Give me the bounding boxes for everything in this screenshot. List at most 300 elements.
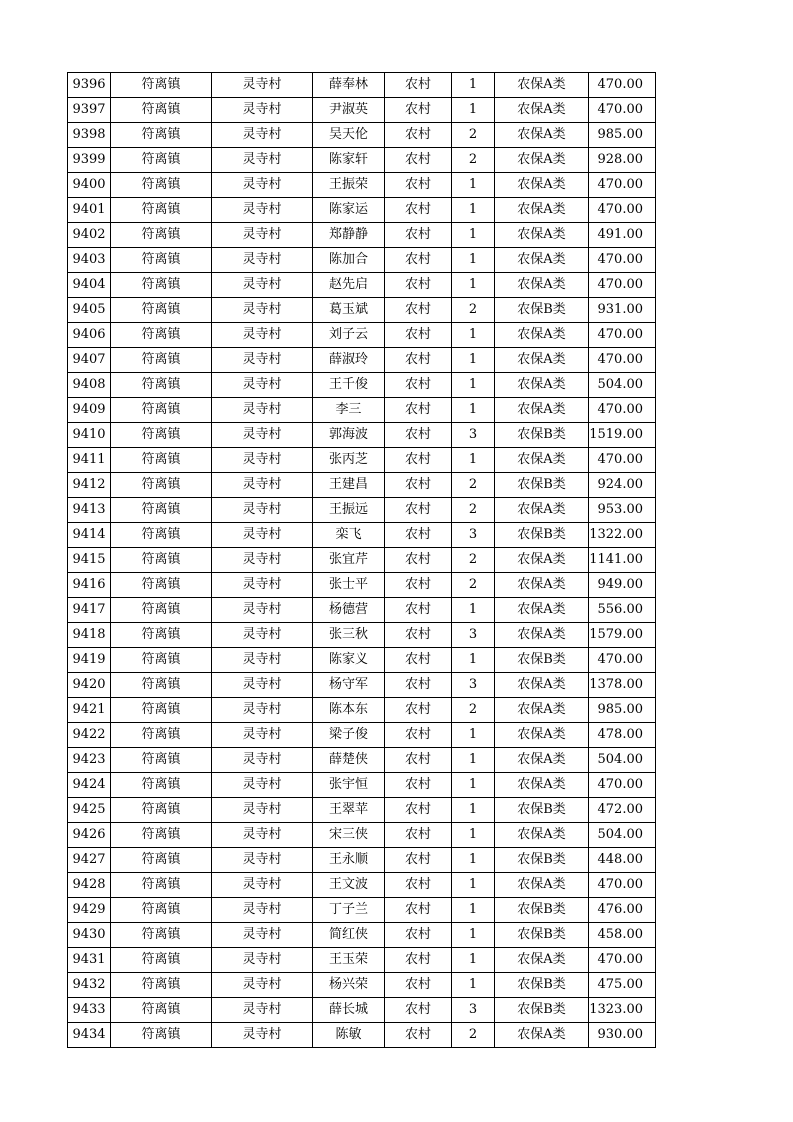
amount-cell: 470.00 xyxy=(589,773,656,798)
village-cell: 灵寺村 xyxy=(212,923,313,948)
category-cell: 农保A类 xyxy=(495,1023,589,1048)
area-type-cell: 农村 xyxy=(385,773,452,798)
town-cell: 符离镇 xyxy=(111,898,212,923)
household-size-cell: 2 xyxy=(452,698,495,723)
table-row xyxy=(68,923,656,948)
amount-cell: 1323.00 xyxy=(589,998,656,1023)
village-cell: 灵寺村 xyxy=(212,198,313,223)
town-cell: 符离镇 xyxy=(111,148,212,173)
area-type-cell: 农村 xyxy=(385,1023,452,1048)
table-row xyxy=(68,723,656,748)
name-cell: 郭海波 xyxy=(313,423,385,448)
amount-cell: 470.00 xyxy=(589,448,656,473)
amount-cell: 470.00 xyxy=(589,323,656,348)
village-cell: 灵寺村 xyxy=(212,723,313,748)
area-type-cell: 农村 xyxy=(385,398,452,423)
name-cell: 王玉荣 xyxy=(313,948,385,973)
amount-cell: 470.00 xyxy=(589,173,656,198)
category-cell: 农保A类 xyxy=(495,773,589,798)
town-cell: 符离镇 xyxy=(111,598,212,623)
village-cell: 灵寺村 xyxy=(212,148,313,173)
record-no-cell: 9405 xyxy=(68,298,111,323)
household-size-cell: 1 xyxy=(452,948,495,973)
area-type-cell: 农村 xyxy=(385,598,452,623)
village-cell: 灵寺村 xyxy=(212,473,313,498)
town-cell: 符离镇 xyxy=(111,73,212,98)
category-cell: 农保A类 xyxy=(495,873,589,898)
village-cell: 灵寺村 xyxy=(212,698,313,723)
name-cell: 陈家运 xyxy=(313,198,385,223)
amount-cell: 1322.00 xyxy=(589,523,656,548)
town-cell: 符离镇 xyxy=(111,748,212,773)
record-no-cell: 9428 xyxy=(68,873,111,898)
category-cell: 农保A类 xyxy=(495,673,589,698)
record-no-cell: 9425 xyxy=(68,798,111,823)
table-row xyxy=(68,673,656,698)
category-cell: 农保A类 xyxy=(495,398,589,423)
amount-cell: 470.00 xyxy=(589,248,656,273)
town-cell: 符离镇 xyxy=(111,648,212,673)
area-type-cell: 农村 xyxy=(385,673,452,698)
amount-cell: 470.00 xyxy=(589,348,656,373)
village-cell: 灵寺村 xyxy=(212,373,313,398)
category-cell: 农保B类 xyxy=(495,798,589,823)
household-size-cell: 1 xyxy=(452,73,495,98)
household-size-cell: 1 xyxy=(452,373,495,398)
table-row xyxy=(68,898,656,923)
category-cell: 农保B类 xyxy=(495,298,589,323)
name-cell: 陈家义 xyxy=(313,648,385,673)
amount-cell: 470.00 xyxy=(589,398,656,423)
name-cell: 王振远 xyxy=(313,498,385,523)
household-size-cell: 2 xyxy=(452,148,495,173)
records-table xyxy=(67,72,656,1048)
amount-cell: 478.00 xyxy=(589,723,656,748)
category-cell: 农保A类 xyxy=(495,223,589,248)
village-cell: 灵寺村 xyxy=(212,448,313,473)
category-cell: 农保A类 xyxy=(495,123,589,148)
area-type-cell: 农村 xyxy=(385,423,452,448)
table-row xyxy=(68,473,656,498)
table-row xyxy=(68,223,656,248)
record-no-cell: 9429 xyxy=(68,898,111,923)
table-row xyxy=(68,523,656,548)
area-type-cell: 农村 xyxy=(385,573,452,598)
record-no-cell: 9404 xyxy=(68,273,111,298)
town-cell: 符离镇 xyxy=(111,173,212,198)
area-type-cell: 农村 xyxy=(385,73,452,98)
record-no-cell: 9397 xyxy=(68,98,111,123)
record-no-cell: 9406 xyxy=(68,323,111,348)
area-type-cell: 农村 xyxy=(385,298,452,323)
record-no-cell: 9411 xyxy=(68,448,111,473)
area-type-cell: 农村 xyxy=(385,448,452,473)
town-cell: 符离镇 xyxy=(111,673,212,698)
household-size-cell: 1 xyxy=(452,798,495,823)
village-cell: 灵寺村 xyxy=(212,998,313,1023)
name-cell: 薛淑玲 xyxy=(313,348,385,373)
category-cell: 农保B类 xyxy=(495,923,589,948)
amount-cell: 491.00 xyxy=(589,223,656,248)
name-cell: 刘子云 xyxy=(313,323,385,348)
category-cell: 农保A类 xyxy=(495,273,589,298)
record-no-cell: 9408 xyxy=(68,373,111,398)
name-cell: 尹淑英 xyxy=(313,98,385,123)
name-cell: 杨守军 xyxy=(313,673,385,698)
name-cell: 宋三侠 xyxy=(313,823,385,848)
category-cell: 农保A类 xyxy=(495,723,589,748)
table-row xyxy=(68,748,656,773)
record-no-cell: 9422 xyxy=(68,723,111,748)
table-row xyxy=(68,573,656,598)
record-no-cell: 9424 xyxy=(68,773,111,798)
record-no-cell: 9427 xyxy=(68,848,111,873)
household-size-cell: 3 xyxy=(452,998,495,1023)
area-type-cell: 农村 xyxy=(385,198,452,223)
area-type-cell: 农村 xyxy=(385,898,452,923)
name-cell: 丁子兰 xyxy=(313,898,385,923)
record-no-cell: 9417 xyxy=(68,598,111,623)
category-cell: 农保A类 xyxy=(495,148,589,173)
area-type-cell: 农村 xyxy=(385,348,452,373)
amount-cell: 472.00 xyxy=(589,798,656,823)
town-cell: 符离镇 xyxy=(111,998,212,1023)
table-row xyxy=(68,548,656,573)
amount-cell: 476.00 xyxy=(589,898,656,923)
village-cell: 灵寺村 xyxy=(212,123,313,148)
name-cell: 薛楚侠 xyxy=(313,748,385,773)
town-cell: 符离镇 xyxy=(111,698,212,723)
village-cell: 灵寺村 xyxy=(212,773,313,798)
town-cell: 符离镇 xyxy=(111,223,212,248)
record-no-cell: 9412 xyxy=(68,473,111,498)
table-row xyxy=(68,273,656,298)
village-cell: 灵寺村 xyxy=(212,598,313,623)
record-no-cell: 9419 xyxy=(68,648,111,673)
amount-cell: 504.00 xyxy=(589,748,656,773)
area-type-cell: 农村 xyxy=(385,873,452,898)
household-size-cell: 2 xyxy=(452,498,495,523)
name-cell: 张士平 xyxy=(313,573,385,598)
table-row xyxy=(68,698,656,723)
name-cell: 张三秋 xyxy=(313,623,385,648)
household-size-cell: 1 xyxy=(452,873,495,898)
table-row xyxy=(68,373,656,398)
table-row xyxy=(68,1023,656,1048)
amount-cell: 930.00 xyxy=(589,1023,656,1048)
town-cell: 符离镇 xyxy=(111,273,212,298)
table-row xyxy=(68,148,656,173)
household-size-cell: 1 xyxy=(452,248,495,273)
category-cell: 农保B类 xyxy=(495,473,589,498)
record-no-cell: 9407 xyxy=(68,348,111,373)
name-cell: 杨兴荣 xyxy=(313,973,385,998)
table-row xyxy=(68,848,656,873)
village-cell: 灵寺村 xyxy=(212,823,313,848)
village-cell: 灵寺村 xyxy=(212,173,313,198)
record-no-cell: 9413 xyxy=(68,498,111,523)
table-row xyxy=(68,198,656,223)
area-type-cell: 农村 xyxy=(385,998,452,1023)
household-size-cell: 1 xyxy=(452,823,495,848)
record-no-cell: 9401 xyxy=(68,198,111,223)
town-cell: 符离镇 xyxy=(111,448,212,473)
table-row xyxy=(68,823,656,848)
name-cell: 梁子俊 xyxy=(313,723,385,748)
area-type-cell: 农村 xyxy=(385,548,452,573)
record-no-cell: 9402 xyxy=(68,223,111,248)
category-cell: 农保A类 xyxy=(495,623,589,648)
category-cell: 农保A类 xyxy=(495,598,589,623)
name-cell: 葛玉斌 xyxy=(313,298,385,323)
amount-cell: 470.00 xyxy=(589,73,656,98)
category-cell: 农保A类 xyxy=(495,73,589,98)
area-type-cell: 农村 xyxy=(385,798,452,823)
category-cell: 农保A类 xyxy=(495,498,589,523)
town-cell: 符离镇 xyxy=(111,348,212,373)
name-cell: 陈加合 xyxy=(313,248,385,273)
table-row xyxy=(68,498,656,523)
name-cell: 王振荣 xyxy=(313,173,385,198)
household-size-cell: 1 xyxy=(452,773,495,798)
village-cell: 灵寺村 xyxy=(212,798,313,823)
record-no-cell: 9400 xyxy=(68,173,111,198)
table-row xyxy=(68,348,656,373)
record-no-cell: 9434 xyxy=(68,1023,111,1048)
town-cell: 符离镇 xyxy=(111,548,212,573)
amount-cell: 556.00 xyxy=(589,598,656,623)
record-no-cell: 9421 xyxy=(68,698,111,723)
name-cell: 薛长城 xyxy=(313,998,385,1023)
amount-cell: 470.00 xyxy=(589,948,656,973)
table-row xyxy=(68,248,656,273)
area-type-cell: 农村 xyxy=(385,748,452,773)
area-type-cell: 农村 xyxy=(385,98,452,123)
village-cell: 灵寺村 xyxy=(212,423,313,448)
table-row xyxy=(68,948,656,973)
village-cell: 灵寺村 xyxy=(212,98,313,123)
area-type-cell: 农村 xyxy=(385,648,452,673)
name-cell: 陈敏 xyxy=(313,1023,385,1048)
village-cell: 灵寺村 xyxy=(212,298,313,323)
village-cell: 灵寺村 xyxy=(212,648,313,673)
record-no-cell: 9410 xyxy=(68,423,111,448)
village-cell: 灵寺村 xyxy=(212,348,313,373)
town-cell: 符离镇 xyxy=(111,123,212,148)
name-cell: 张宜芹 xyxy=(313,548,385,573)
category-cell: 农保A类 xyxy=(495,98,589,123)
household-size-cell: 1 xyxy=(452,848,495,873)
record-no-cell: 9430 xyxy=(68,923,111,948)
area-type-cell: 农村 xyxy=(385,248,452,273)
name-cell: 郑静静 xyxy=(313,223,385,248)
village-cell: 灵寺村 xyxy=(212,623,313,648)
area-type-cell: 农村 xyxy=(385,723,452,748)
amount-cell: 953.00 xyxy=(589,498,656,523)
record-no-cell: 9398 xyxy=(68,123,111,148)
category-cell: 农保A类 xyxy=(495,698,589,723)
area-type-cell: 农村 xyxy=(385,173,452,198)
record-no-cell: 9415 xyxy=(68,548,111,573)
town-cell: 符离镇 xyxy=(111,573,212,598)
category-cell: 农保A类 xyxy=(495,348,589,373)
amount-cell: 1141.00 xyxy=(589,548,656,573)
name-cell: 王翠苹 xyxy=(313,798,385,823)
category-cell: 农保B类 xyxy=(495,898,589,923)
village-cell: 灵寺村 xyxy=(212,873,313,898)
area-type-cell: 农村 xyxy=(385,223,452,248)
name-cell: 王千俊 xyxy=(313,373,385,398)
town-cell: 符离镇 xyxy=(111,873,212,898)
village-cell: 灵寺村 xyxy=(212,323,313,348)
table-row xyxy=(68,798,656,823)
category-cell: 农保B类 xyxy=(495,973,589,998)
category-cell: 农保A类 xyxy=(495,748,589,773)
table-row xyxy=(68,123,656,148)
amount-cell: 470.00 xyxy=(589,198,656,223)
category-cell: 农保B类 xyxy=(495,998,589,1023)
town-cell: 符离镇 xyxy=(111,198,212,223)
village-cell: 灵寺村 xyxy=(212,848,313,873)
record-no-cell: 9420 xyxy=(68,673,111,698)
category-cell: 农保A类 xyxy=(495,823,589,848)
area-type-cell: 农村 xyxy=(385,973,452,998)
town-cell: 符离镇 xyxy=(111,523,212,548)
village-cell: 灵寺村 xyxy=(212,573,313,598)
table-row xyxy=(68,298,656,323)
area-type-cell: 农村 xyxy=(385,498,452,523)
amount-cell: 504.00 xyxy=(589,823,656,848)
name-cell: 张丙芝 xyxy=(313,448,385,473)
record-no-cell: 9403 xyxy=(68,248,111,273)
area-type-cell: 农村 xyxy=(385,273,452,298)
household-size-cell: 3 xyxy=(452,423,495,448)
town-cell: 符离镇 xyxy=(111,798,212,823)
name-cell: 陈家轩 xyxy=(313,148,385,173)
table-row xyxy=(68,448,656,473)
household-size-cell: 1 xyxy=(452,323,495,348)
area-type-cell: 农村 xyxy=(385,923,452,948)
village-cell: 灵寺村 xyxy=(212,548,313,573)
table-row xyxy=(68,173,656,198)
amount-cell: 985.00 xyxy=(589,698,656,723)
table-row xyxy=(68,598,656,623)
village-cell: 灵寺村 xyxy=(212,248,313,273)
household-size-cell: 1 xyxy=(452,648,495,673)
town-cell: 符离镇 xyxy=(111,1023,212,1048)
household-size-cell: 1 xyxy=(452,923,495,948)
household-size-cell: 1 xyxy=(452,398,495,423)
household-size-cell: 1 xyxy=(452,898,495,923)
category-cell: 农保A类 xyxy=(495,573,589,598)
area-type-cell: 农村 xyxy=(385,373,452,398)
village-cell: 灵寺村 xyxy=(212,273,313,298)
village-cell: 灵寺村 xyxy=(212,673,313,698)
area-type-cell: 农村 xyxy=(385,523,452,548)
household-size-cell: 2 xyxy=(452,548,495,573)
table-row xyxy=(68,623,656,648)
amount-cell: 1378.00 xyxy=(589,673,656,698)
record-no-cell: 9433 xyxy=(68,998,111,1023)
area-type-cell: 农村 xyxy=(385,623,452,648)
household-size-cell: 2 xyxy=(452,298,495,323)
name-cell: 薛奉林 xyxy=(313,73,385,98)
household-size-cell: 1 xyxy=(452,973,495,998)
category-cell: 农保A类 xyxy=(495,448,589,473)
amount-cell: 1519.00 xyxy=(589,423,656,448)
amount-cell: 924.00 xyxy=(589,473,656,498)
area-type-cell: 农村 xyxy=(385,473,452,498)
household-size-cell: 1 xyxy=(452,448,495,473)
amount-cell: 448.00 xyxy=(589,848,656,873)
village-cell: 灵寺村 xyxy=(212,748,313,773)
record-no-cell: 9431 xyxy=(68,948,111,973)
table-row xyxy=(68,423,656,448)
village-cell: 灵寺村 xyxy=(212,948,313,973)
area-type-cell: 农村 xyxy=(385,948,452,973)
household-size-cell: 2 xyxy=(452,573,495,598)
record-no-cell: 9396 xyxy=(68,73,111,98)
record-no-cell: 9399 xyxy=(68,148,111,173)
name-cell: 栾飞 xyxy=(313,523,385,548)
name-cell: 陈本东 xyxy=(313,698,385,723)
amount-cell: 470.00 xyxy=(589,98,656,123)
name-cell: 赵先启 xyxy=(313,273,385,298)
town-cell: 符离镇 xyxy=(111,398,212,423)
amount-cell: 504.00 xyxy=(589,373,656,398)
name-cell: 李三 xyxy=(313,398,385,423)
amount-cell: 985.00 xyxy=(589,123,656,148)
household-size-cell: 2 xyxy=(452,473,495,498)
category-cell: 农保A类 xyxy=(495,198,589,223)
area-type-cell: 农村 xyxy=(385,823,452,848)
name-cell: 简红侠 xyxy=(313,923,385,948)
area-type-cell: 农村 xyxy=(385,148,452,173)
village-cell: 灵寺村 xyxy=(212,223,313,248)
category-cell: 农保A类 xyxy=(495,373,589,398)
record-no-cell: 9432 xyxy=(68,973,111,998)
household-size-cell: 1 xyxy=(452,98,495,123)
table-row xyxy=(68,648,656,673)
household-size-cell: 1 xyxy=(452,598,495,623)
table-row xyxy=(68,773,656,798)
table-row xyxy=(68,98,656,123)
town-cell: 符离镇 xyxy=(111,773,212,798)
amount-cell: 931.00 xyxy=(589,298,656,323)
table-row xyxy=(68,323,656,348)
town-cell: 符离镇 xyxy=(111,373,212,398)
household-size-cell: 3 xyxy=(452,623,495,648)
table-row xyxy=(68,398,656,423)
category-cell: 农保A类 xyxy=(495,323,589,348)
household-size-cell: 2 xyxy=(452,1023,495,1048)
town-cell: 符离镇 xyxy=(111,473,212,498)
town-cell: 符离镇 xyxy=(111,948,212,973)
town-cell: 符离镇 xyxy=(111,973,212,998)
town-cell: 符离镇 xyxy=(111,423,212,448)
town-cell: 符离镇 xyxy=(111,498,212,523)
amount-cell: 458.00 xyxy=(589,923,656,948)
table-row xyxy=(68,73,656,98)
record-no-cell: 9414 xyxy=(68,523,111,548)
record-no-cell: 9409 xyxy=(68,398,111,423)
table-row xyxy=(68,998,656,1023)
village-cell: 灵寺村 xyxy=(212,973,313,998)
name-cell: 王永顺 xyxy=(313,848,385,873)
town-cell: 符离镇 xyxy=(111,98,212,123)
category-cell: 农保A类 xyxy=(495,548,589,573)
amount-cell: 470.00 xyxy=(589,273,656,298)
